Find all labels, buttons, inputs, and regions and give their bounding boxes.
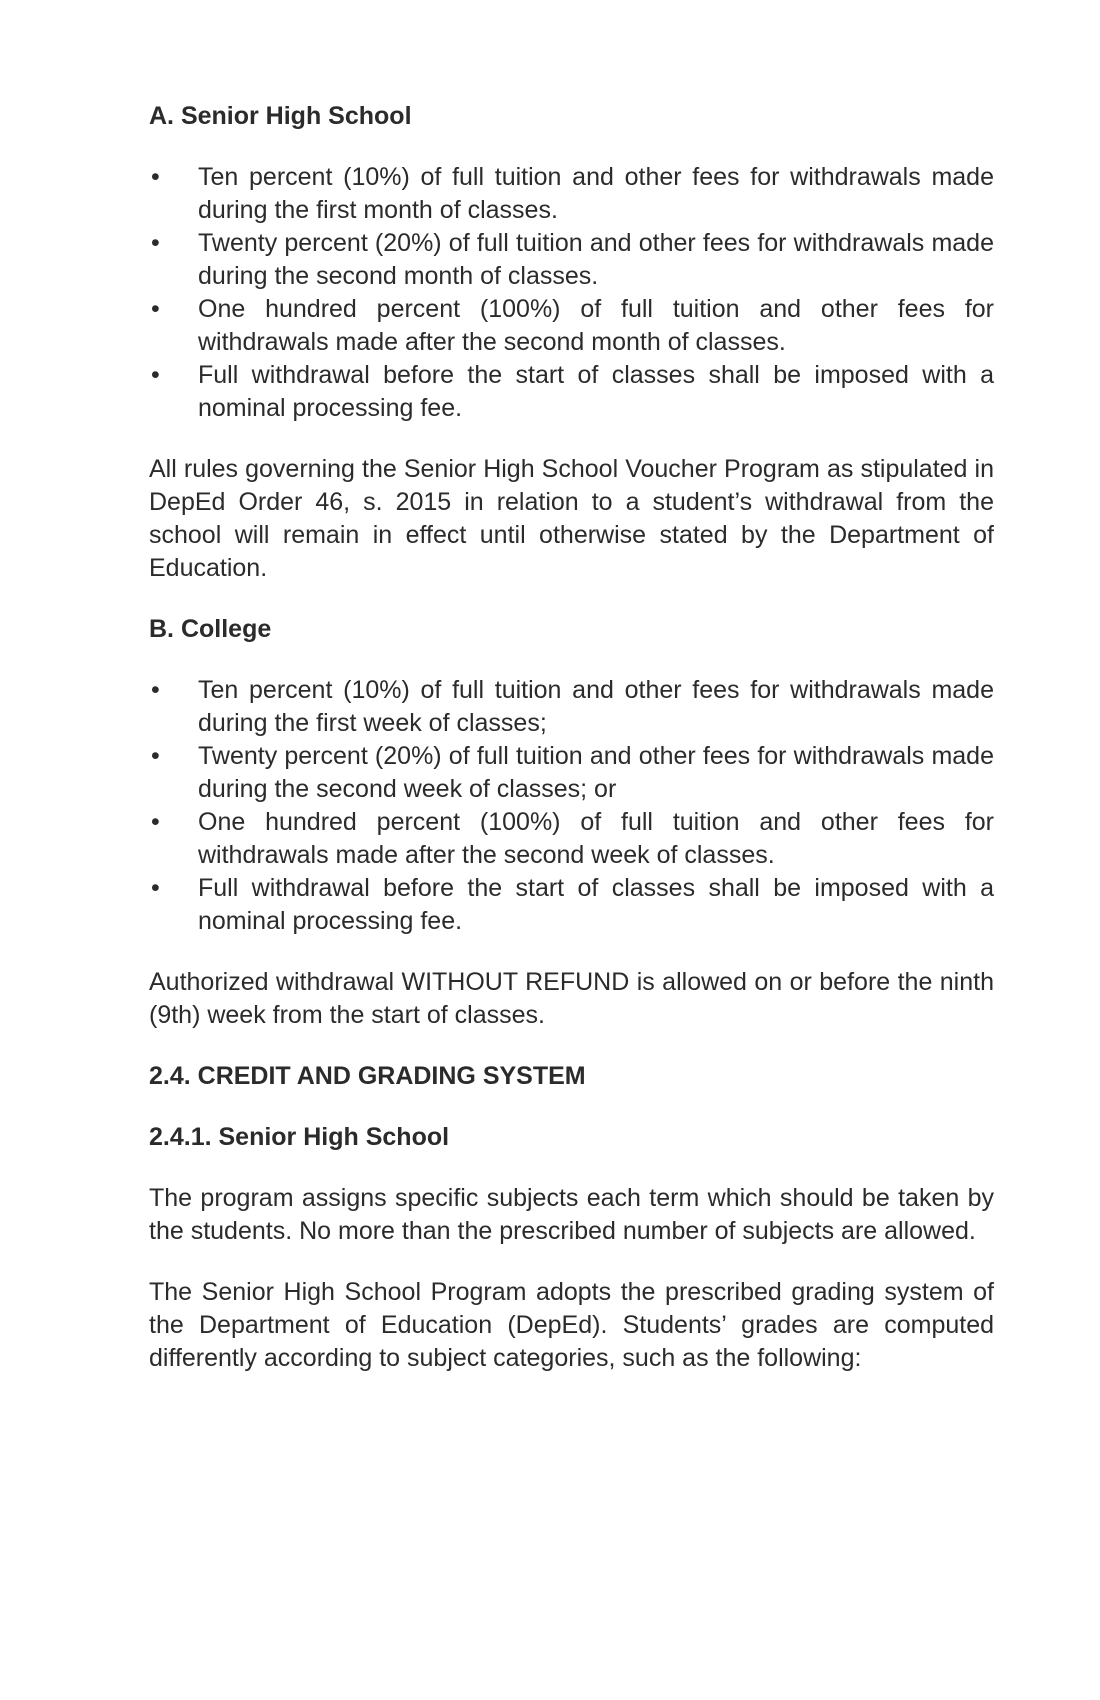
bullet-icon: • — [151, 808, 160, 836]
bullet-icon: • — [151, 874, 160, 902]
list-item: • Full withdrawal before the start of classes shall be imposed with a nominal processing fee. — [151, 874, 994, 935]
list-item: • Ten percent (10%) of full tuition and other fees for withdrawals made during the first month of classes. — [151, 163, 994, 224]
section-2-4-1-paragraph-1: The program assigns specific subjects each term which should be taken by the students. No more than the prescribed number of subjects are allowed. — [149, 1184, 994, 1245]
bullet-icon: • — [151, 229, 160, 257]
list-item: • Full withdrawal before the start of classes shall be imposed with a nominal processing fee. — [151, 361, 994, 422]
bullet-icon: • — [151, 163, 160, 191]
section-a-bullet-list — [149, 161, 994, 425]
section-b-heading: B. College — [149, 615, 272, 643]
list-item: • Twenty percent (20%) of full tuition and other fees for withdrawals made during the second week of classes; or — [151, 742, 994, 803]
list-item: • One hundred percent (100%) of full tuition and other fees for withdrawals made after the second month of classes. — [151, 295, 994, 356]
bullet-icon: • — [151, 676, 160, 704]
document-page — [149, 100, 994, 1375]
section-2-4-1-paragraph-2: The Senior High School Program adopts the prescribed grading system of the Department of Education (DepEd). Students’ grades are computed differently according to subject categories, such as the following: — [149, 1278, 994, 1372]
section-a-paragraph: All rules governing the Senior High School Voucher Program as stipulated in DepEd Order 46, s. 2015 in relation to a student’s withdrawal from the school will remain in effect until otherwise stated by the Department of Education. — [149, 455, 994, 582]
bullet-icon: • — [151, 361, 160, 389]
bullet-icon: • — [151, 295, 160, 323]
section-b-paragraph: Authorized withdrawal WITHOUT REFUND is allowed on or before the ninth (9th) week from the start of classes. — [149, 968, 994, 1029]
list-item: • One hundred percent (100%) of full tuition and other fees for withdrawals made after the second week of classes. — [151, 808, 994, 869]
section-b-bullet-list — [149, 674, 994, 938]
section-2-4-heading: 2.4. CREDIT AND GRADING SYSTEM — [149, 1062, 586, 1090]
list-item: • Ten percent (10%) of full tuition and other fees for withdrawals made during the first week of classes; — [151, 676, 994, 737]
bullet-icon: • — [151, 742, 160, 770]
section-a-heading: A. Senior High School — [149, 102, 412, 130]
list-item: • Twenty percent (20%) of full tuition and other fees for withdrawals made during the second month of classes. — [151, 229, 994, 290]
section-2-4-1-heading: 2.4.1. Senior High School — [149, 1123, 450, 1151]
